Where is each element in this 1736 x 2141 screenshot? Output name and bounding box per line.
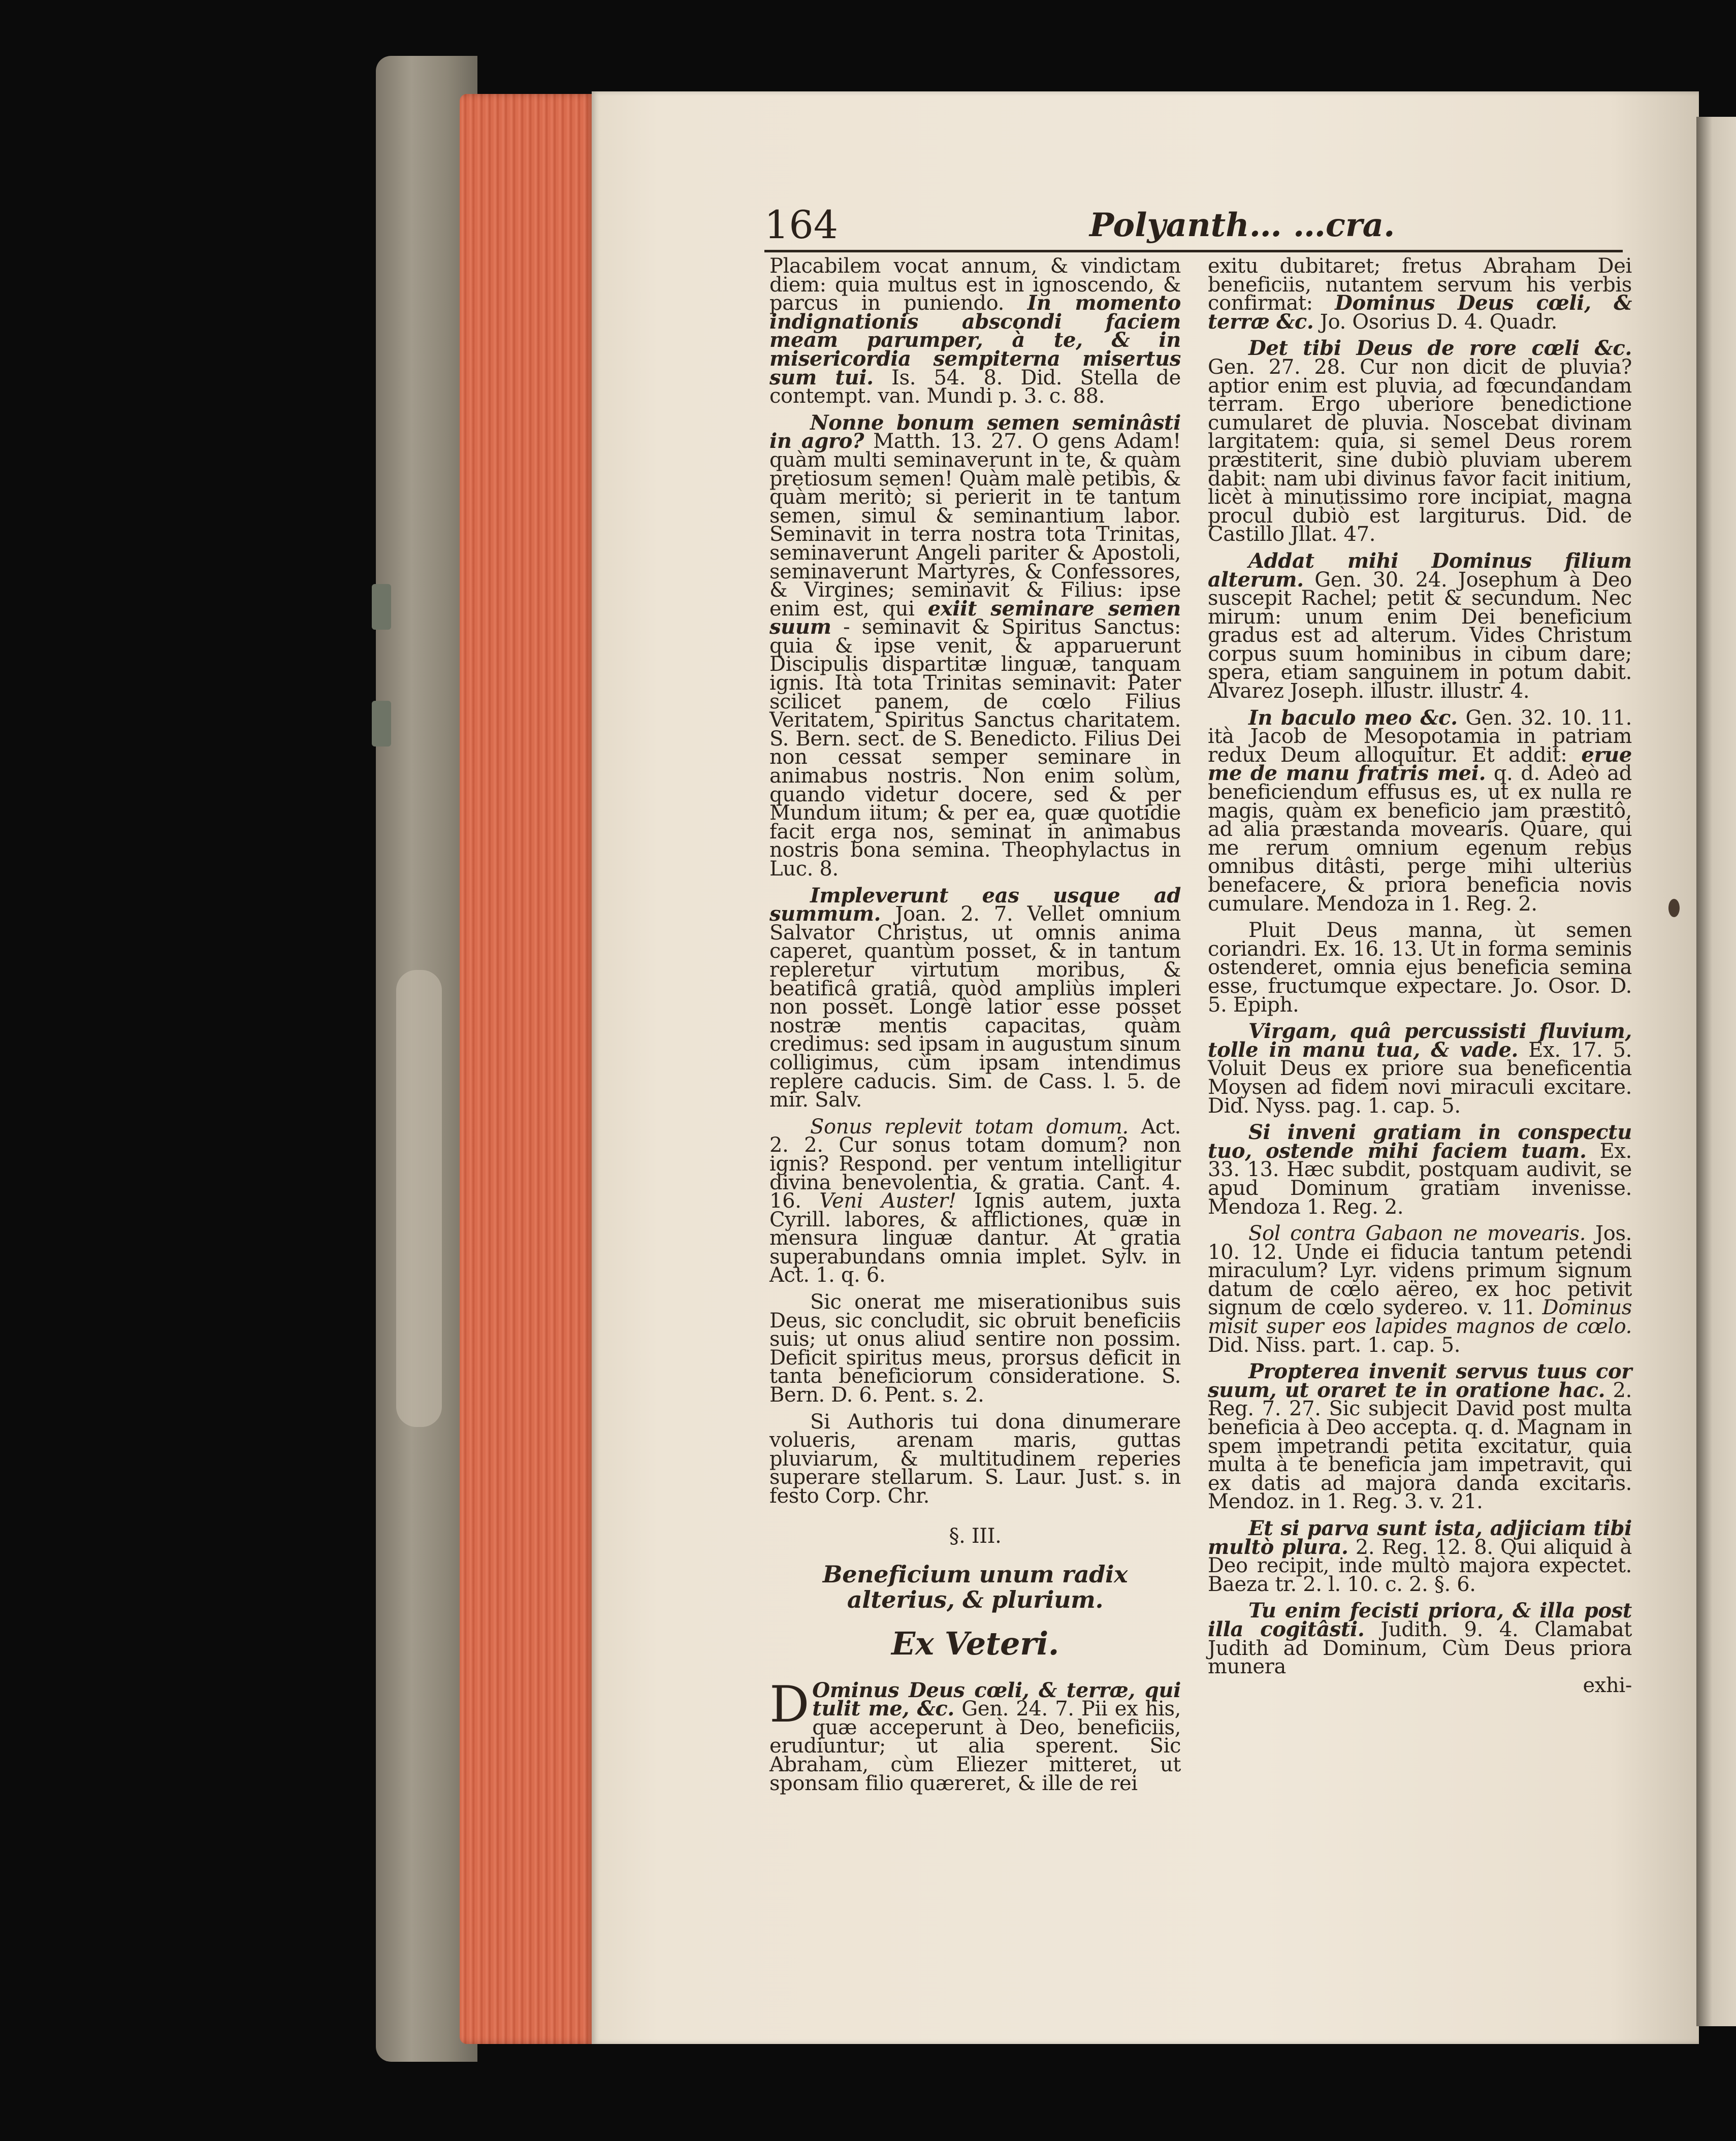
paragraph [769,410,1181,881]
text-run: Veni Auster! [819,1189,956,1213]
text-run: Gen. 30. 24. Josephum à Deo suscepit Rachel; petit & secundum. Nec mirum: unum enim Dei beneficium gradus est ad alterum. Vides Christum corpus suum hominibus in cibum dare; spera, etiam sanguinem in potum dabit. Alvarez Joseph. illustr. illustr. 4. [1208,568,1632,703]
text-run: In baculo meo &c. [1248,705,1458,730]
text-run: 2. Reg. 7. 27. Sic subjecit David post multa beneficia à Deo accepta. q. d. Magnam in spem impetrandi petita excitatur, quia multa à te beneficia jam impetravit, qui ex datis ad majora danda excitaris. Mendoz. in 1. Reg. 3. v. 21. [1208,1378,1632,1514]
paragraph [1208,705,1632,916]
paragraph [1208,548,1632,703]
paragraph [1208,254,1632,334]
paragraph [769,1115,1181,1287]
paragraph [1208,1359,1632,1514]
paragraph [769,1290,1181,1407]
text-run: Addat mihi Dominus filium alterum. [1208,548,1632,592]
section-subtitle: Ex Veteri. [891,1625,1059,1662]
paragraph [1208,1120,1632,1219]
text-run: Ominus Deus cœli, & terræ, qui tulit me, &c. [812,1678,1181,1721]
text-run: Et si parva sunt ista, adjiciam tibi multò plura. [1208,1516,1632,1559]
text-run: Gen. 32. 10. 11. ità Jacob de Mesopotamia in patriam redux Deum alloquitur. Et addit: [1208,706,1632,767]
header-rule [764,250,1623,252]
text-run: Ex. 17. 5. Voluit Deus ex priore sua beneficentia Moysen ad fidem novi miraculi excitare. Did. Nyss. pag. 1. cap. 5. [1208,1038,1632,1118]
paragraph [769,1410,1181,1508]
text-run: Is. 54. 8. Did. Stella de contempt. van. Mundi p. 3. c. 88. [769,366,1181,408]
text-run: Dominus Deus cœli, & terræ &c. [1208,291,1632,334]
text-run: Impleverunt eas usque ad summum. [769,883,1181,926]
text-run: q. d. Adeò ad beneficiendum effusus es, ut ex nulla re magis, quàm ex beneficio jam præstitô, ad alia præstanda movearis. Quare, qui me rerum omnium egenum rebus omnibus ditâsti, perge mihi ulteriùs benefacere, & priora beneficia novis cumulare. Mendoza in 1. Reg. 2. [1208,762,1632,916]
text-run: Gen. 24. 7. Pii ex his, quæ acceperunt à Deo, beneficiis, erudiuntur; ut alia sperent. Sic Abraham, cùm Eliezer mitteret, ut sponsam filio quæreret, & ille de rei [769,1697,1181,1795]
text-run: Jos. 10. 12. Unde ei fiducia tantum petendi miraculum? Lyr. videns primum signum datum de cœlo aëreo, ex hoc petivit signum de cœlo sydereo. v. 11. [1208,1222,1632,1320]
text-run: Gen. 27. 28. Cur non dicit de pluvia? aptior enim est pluvia, ad fœcundandam terram. Ergo uberiore benedictione cumularet de pluvia. Noscebat divinam largitatem: quia, si semel Deus rorem præstiterit, sine dubiò pluviam uberem dabit: nam ubi divinus favor facit initium, licèt à minutissimo rore incipiat, magna procul dubiò est largiturus. Did. de Castillo Jllat. 47. [1208,355,1632,546]
right-paragraphs [1208,254,1632,1679]
text-run: Ignis autem, juxta Cyrill. labores, & afflictiones, quæ in mensura linguæ dantur. At gratia superabundans omnia implet. Sylv. in Act. 1. q. 6. [769,1189,1181,1287]
text-run: Sonus replevit totam domum. [810,1115,1129,1139]
text-run: Ex. 33. 13. Hæc subdit, postquam audivit, se apud Dominum gratiam invenisse. Mendoza 1. Reg. 2. [1208,1139,1632,1219]
text-run: Judith. 9. 4. Clamabat Judith ad Dominum, Cùm Deus priora munera [1208,1617,1632,1679]
text-run: exiit seminare semen suum [769,596,1181,639]
text-run: Pluit Deus manna, ùt semen coriandri. Ex. 16. 13. Ut in forma seminis ostenderet, omnia ejus beneficia semina esse, fructumque expectare. Jo. Osor. D. 5. Epiph. [1208,919,1632,1017]
clasp-bottom [372,701,391,747]
left-text-column [769,254,1181,1795]
text-run: Nonne bonum semen seminâsti in agro? [769,410,1181,453]
clasp-top [372,584,391,630]
section-paragraph [769,1675,1181,1795]
running-title: Polyanth… …cra. [1089,206,1395,244]
page-header [764,201,1623,251]
catchword: exhi- [1583,1673,1632,1697]
section-number: §. III. [949,1524,1002,1548]
paragraph [1208,1019,1632,1118]
right-text-column [1208,254,1632,1697]
paragraph [1208,336,1632,546]
text-run: Did. Niss. part. 1. cap. 5. [1208,1333,1461,1357]
text-run: In momento indignationis abscondi faciem meam parumper, à te, & in misericordia sempiterna misertus sum tui. [769,291,1181,390]
text-run: Sol contra Gabaon ne movearis. [1248,1222,1586,1246]
text-run: Dominus misit super eos lapides magnos de cœlo. [1208,1296,1632,1339]
text-run: Si Authoris tui dona dinumerare volueris, arenam maris, guttas pluviarum, & multitudinem reperies superare stellarum. S. Laur. Just. s. in festo Corp. Chr. [769,1410,1181,1508]
ink-blot [1668,899,1680,917]
text-run: Jo. Osorius D. 4. Quadr. [1313,310,1558,334]
red-page-edges [460,94,594,2044]
paragraph [1208,919,1632,1017]
text-run: Virgam, quâ percussisti fluvium, tolle in manu tua, & vade. [1208,1019,1632,1062]
text-run: Placabilem vocat annum, & vindictam diem: quia multus est in ignoscendo, & parcus in puniendo. [769,254,1181,315]
text-run: Joan. 2. 7. Vellet omnium Salvator Christus, ut omnis anima caperet, quantùm posset, & in tantum repleretur virtutum moribus, & beatificâ gratiâ, quòd ampliùs impleri non posset. Longè latior esse posset nostræ mentis capacitas, quàm credimus: sed ipsam in augustum sinum colligimus, cùm ipsam intendimus replere caducis. Sim. de Cass. l. 5. de mir. Salv. [769,902,1181,1112]
text-run: erue me de manu fratris mei. [1208,742,1632,786]
paragraph [769,254,1181,408]
text-run: Si inveni gratiam in conspectu tuo, ostende mihi faciem tuam. [1208,1120,1632,1163]
paragraph [1208,1222,1632,1357]
text-run: Matth. 13. 27. O gens Adam! quàm multi seminaverunt in te, & quàm pretiosum semen! Quàm malè petibis, & quàm meritò; si perierit in te tantum semen, simul & seminantium labor. Seminavit in terra nostra tota Trinitas, seminaverunt Angeli pariter & Apostoli, seminaverunt Martyres, & Confessores, & Virgines; seminavit & Filius: ipse enim est, qui [769,430,1181,621]
drop-cap: D [769,1675,810,1734]
text-run: Tu enim fecisti priora, & illa post illa cogitâsti. [1208,1599,1632,1641]
section-title: Beneficium unum radix alterius, & plurium. [822,1560,1128,1613]
text-run: Det tibi Deus de rore cœli &c. [1248,336,1632,361]
text-run: exitu dubitaret; fretus Abraham Dei beneficiis, nutantem servum his verbis confirmat: [1208,254,1632,315]
text-run: Sic onerat me miserationibus suis Deus, sic concludit, sic obruit beneficiis suis; ut onus aliud sentire non possim. Deficit spiritus meus, prorsus deficit in tanta beneficiorum consideratione. S. Bern. D. 6. Pent. s. 2. [769,1290,1181,1407]
page-number: 164 [764,202,839,247]
text-run: 2. Reg. 12. 8. Qui aliquid à Deo recipit, inde multò majora expectet. Baeza tr. 2. l. 10. c. 2. §. 6. [1208,1535,1632,1596]
left-paragraphs [769,254,1181,1508]
worn-cover-patch [396,970,442,1427]
paragraph [1208,1599,1632,1679]
facing-page-edge [1696,117,1736,2026]
text-run: Act. 2. 2. Cur sonus totam domum? non ignis? Respond. per ventum intelligitur divina benevolentia, & gratia. Cant. 4. 16. [769,1115,1181,1213]
paragraph [1208,1516,1632,1596]
text-run: Propterea invenit servus tuus cor suum, ut oraret te in oratione hac. [1208,1359,1632,1402]
text-run: - seminavit & Spiritus Sanctus: quia & ipse venit, & apparuerunt Discipulis dispartitæ linguæ, tanquam ignis. Ità tota Trinitas seminavit: Pater scilicet panem, de cœlo Filius Veritatem, Spiritus Sanctus charitatem. S. Bern. sect. de S. Benedicto. Filius Dei non cessat semper seminare in animabus nostris. Non enim solùm, quando videtur docere, sed & per Mundum iitum; & per ea, quæ quotidie facit erga nos, seminat in animabus nostris bona semina. Theophylactus in Luc. 8. [769,615,1181,881]
paragraph [769,883,1181,1112]
